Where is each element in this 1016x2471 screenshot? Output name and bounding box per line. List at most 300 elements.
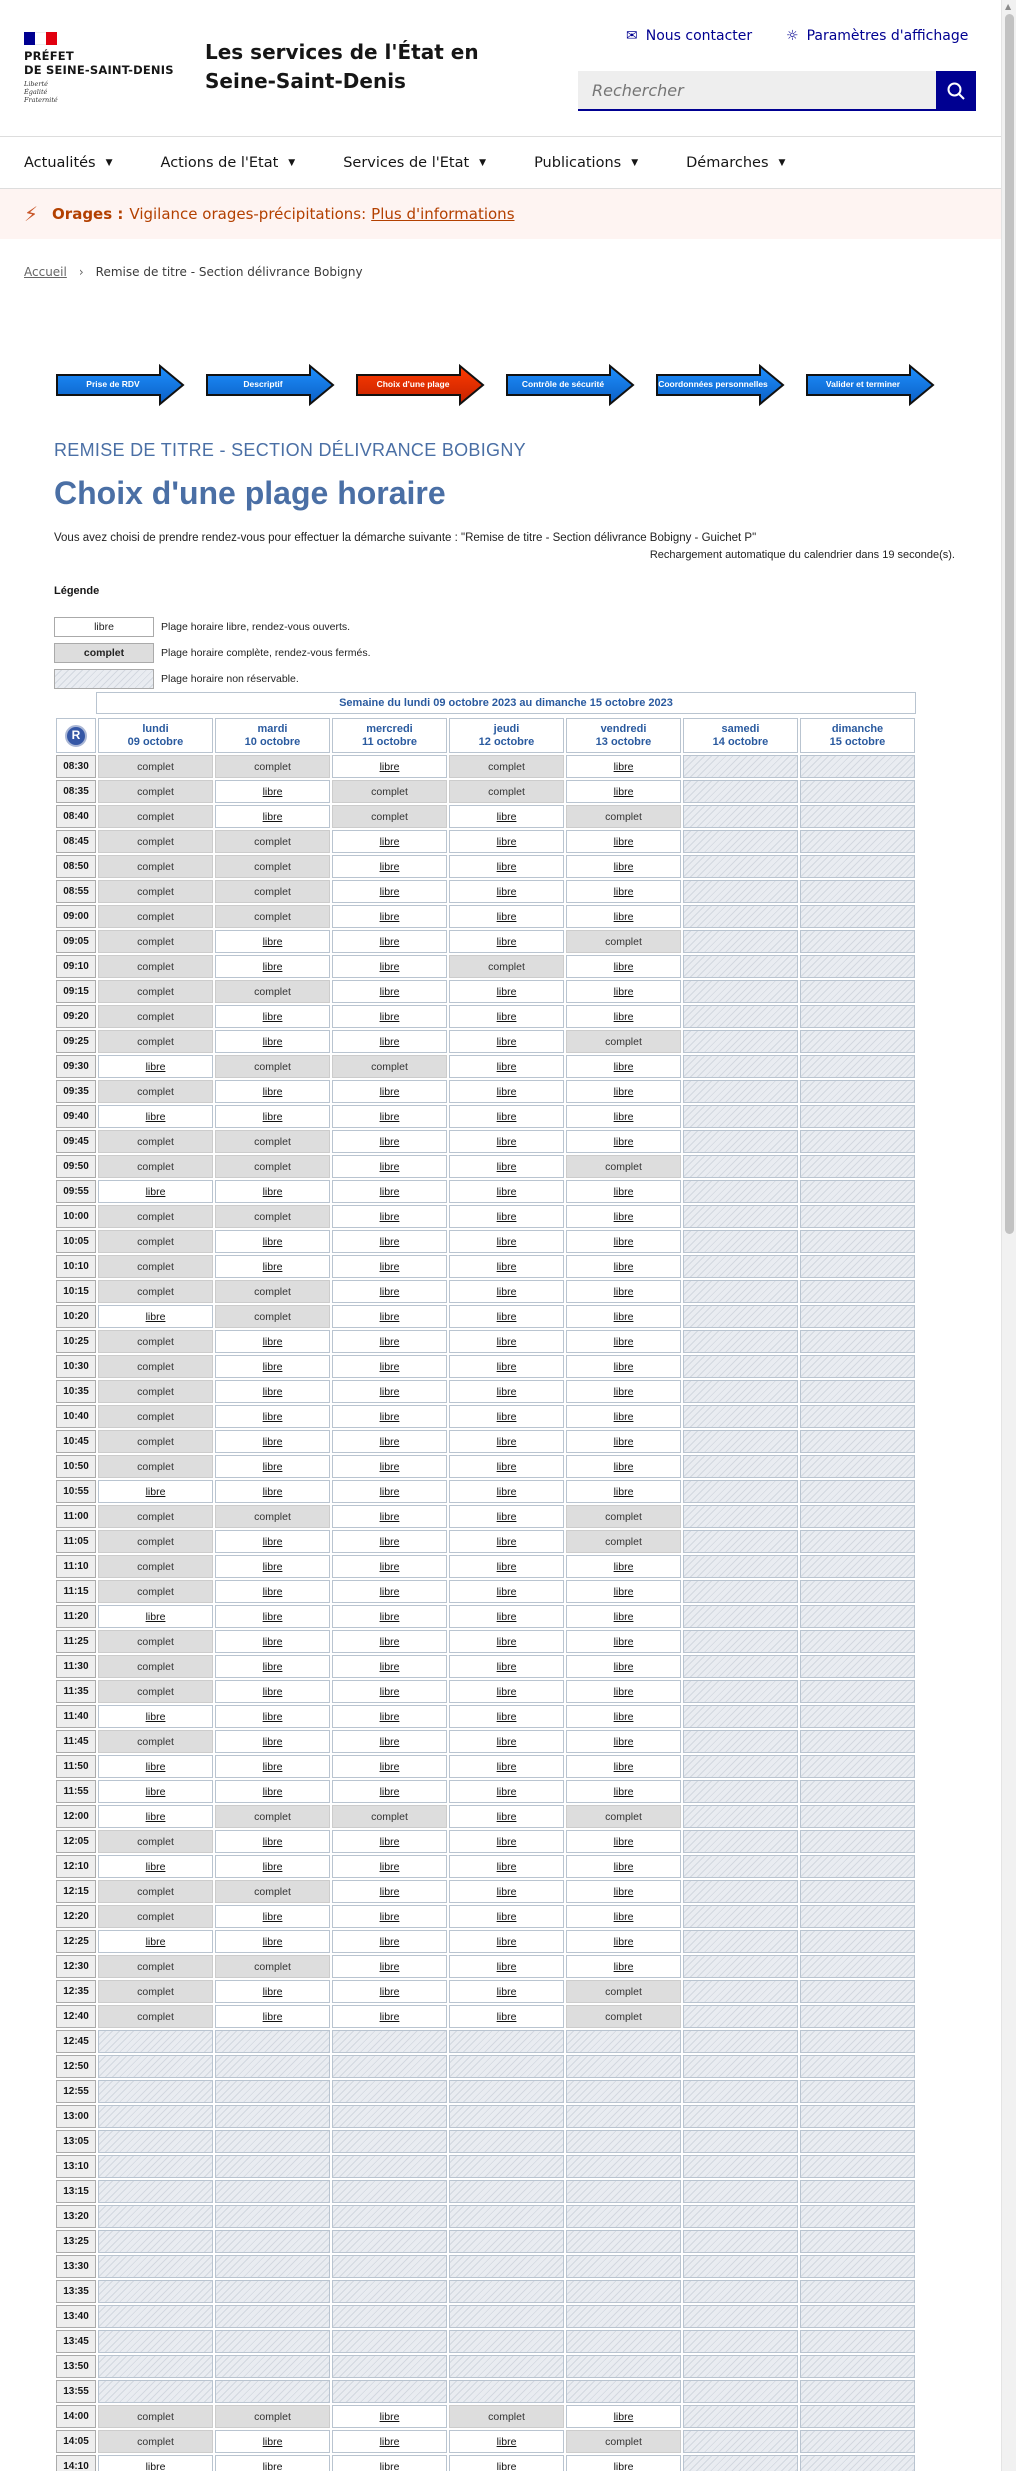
slot-link[interactable]: libre — [379, 1935, 400, 1948]
slot-free[interactable] — [566, 1430, 681, 1453]
slot-link[interactable]: libre — [262, 1460, 283, 1473]
slot-link[interactable]: libre — [613, 2410, 634, 2423]
slot-free[interactable] — [566, 1680, 681, 1703]
slot-link[interactable]: libre — [613, 1560, 634, 1573]
slot-free[interactable] — [215, 1430, 330, 1453]
slot-link[interactable]: libre — [613, 1185, 634, 1198]
slot-link[interactable]: libre — [496, 1710, 517, 1723]
slot-link[interactable]: libre — [379, 1560, 400, 1573]
slot-free[interactable] — [566, 1730, 681, 1753]
slot-free[interactable] — [215, 1555, 330, 1578]
slot-free[interactable] — [215, 1530, 330, 1553]
slot-link[interactable]: libre — [496, 885, 517, 898]
slot-link[interactable]: libre — [379, 910, 400, 923]
slot-link[interactable]: libre — [613, 1335, 634, 1348]
slot-free[interactable] — [449, 1530, 564, 1553]
slot-link[interactable]: libre — [496, 1235, 517, 1248]
slot-free[interactable] — [215, 1380, 330, 1403]
slot-link[interactable]: libre — [262, 1360, 283, 1373]
slot-link[interactable]: libre — [496, 1310, 517, 1323]
slot-link[interactable]: libre — [379, 1610, 400, 1623]
slot-free[interactable] — [449, 1405, 564, 1428]
slot-free[interactable] — [566, 2455, 681, 2471]
slot-link[interactable]: libre — [379, 1160, 400, 1173]
slot-link[interactable]: libre — [145, 1810, 166, 1823]
slot-free[interactable] — [215, 805, 330, 828]
slot-free[interactable] — [566, 755, 681, 778]
slot-free[interactable] — [566, 1930, 681, 1953]
slot-free[interactable] — [332, 1980, 447, 2003]
slot-link[interactable]: libre — [496, 1535, 517, 1548]
slot-free[interactable] — [449, 1305, 564, 1328]
slot-free[interactable] — [332, 2005, 447, 2028]
slot-free[interactable] — [449, 1855, 564, 1878]
slot-link[interactable]: libre — [613, 1435, 634, 1448]
slot-free[interactable] — [449, 855, 564, 878]
slot-free[interactable] — [566, 1905, 681, 1928]
slot-link[interactable]: libre — [496, 1010, 517, 1023]
slot-link[interactable]: libre — [262, 1710, 283, 1723]
prefet-logo[interactable] — [24, 32, 174, 104]
slot-free[interactable] — [332, 1905, 447, 1928]
scroll-up-icon[interactable]: ▲ — [1005, 2, 1012, 11]
slot-link[interactable]: libre — [379, 835, 400, 848]
slot-free[interactable] — [566, 1955, 681, 1978]
slot-free[interactable] — [449, 830, 564, 853]
slot-free[interactable] — [566, 1380, 681, 1403]
slot-link[interactable]: libre — [613, 1735, 634, 1748]
slot-link[interactable]: libre — [145, 1110, 166, 1123]
slot-link[interactable]: libre — [379, 2435, 400, 2448]
slot-free[interactable] — [449, 1005, 564, 1028]
slot-free[interactable] — [215, 1080, 330, 1103]
slot-free[interactable] — [449, 1030, 564, 1053]
slot-free[interactable] — [332, 1530, 447, 1553]
slot-link[interactable]: libre — [262, 1260, 283, 1273]
slot-free[interactable] — [566, 1180, 681, 1203]
slot-link[interactable]: libre — [613, 1885, 634, 1898]
slot-free[interactable] — [449, 1255, 564, 1278]
slot-free[interactable] — [566, 1230, 681, 1253]
contact-link[interactable] — [626, 28, 752, 44]
slot-link[interactable]: libre — [613, 1085, 634, 1098]
slot-free[interactable] — [566, 980, 681, 1003]
slot-link[interactable]: libre — [379, 1460, 400, 1473]
slot-link[interactable]: libre — [379, 1085, 400, 1098]
slot-free[interactable] — [566, 880, 681, 903]
slot-free[interactable] — [566, 1255, 681, 1278]
slot-free[interactable] — [566, 1880, 681, 1903]
slot-free[interactable] — [449, 1980, 564, 2003]
slot-free[interactable] — [98, 1180, 213, 1203]
slot-free[interactable] — [566, 905, 681, 928]
slot-free[interactable] — [332, 1430, 447, 1453]
nav-item-services[interactable] — [343, 155, 486, 171]
slot-link[interactable]: libre — [262, 1760, 283, 1773]
slot-free[interactable] — [332, 1480, 447, 1503]
slot-link[interactable]: libre — [379, 935, 400, 948]
slot-link[interactable]: libre — [379, 1410, 400, 1423]
slot-link[interactable]: libre — [379, 1335, 400, 1348]
slot-link[interactable]: libre — [496, 1160, 517, 1173]
slot-free[interactable] — [332, 1755, 447, 1778]
slot-free[interactable] — [332, 1280, 447, 1303]
slot-link[interactable]: libre — [262, 1660, 283, 1673]
slot-free[interactable] — [332, 1830, 447, 1853]
slot-free[interactable] — [449, 1880, 564, 1903]
slot-free[interactable] — [332, 1780, 447, 1803]
slot-link[interactable]: libre — [613, 1960, 634, 1973]
slot-link[interactable]: libre — [613, 1685, 634, 1698]
slot-free[interactable] — [98, 1780, 213, 1803]
slot-free[interactable] — [449, 1755, 564, 1778]
slot-free[interactable] — [332, 1555, 447, 1578]
slot-free[interactable] — [566, 1355, 681, 1378]
slot-link[interactable]: libre — [262, 1935, 283, 1948]
slot-free[interactable] — [332, 1155, 447, 1178]
slot-free[interactable] — [332, 1630, 447, 1653]
slot-free[interactable] — [449, 1455, 564, 1478]
slot-free[interactable] — [449, 1480, 564, 1503]
slot-free[interactable] — [449, 1655, 564, 1678]
slot-link[interactable]: libre — [613, 1785, 634, 1798]
slot-link[interactable]: libre — [496, 1135, 517, 1148]
slot-link[interactable]: libre — [379, 1435, 400, 1448]
slot-free[interactable] — [215, 1630, 330, 1653]
slot-link[interactable]: libre — [613, 960, 634, 973]
slot-link[interactable]: libre — [145, 1060, 166, 1073]
slot-link[interactable]: libre — [379, 1860, 400, 1873]
slot-link[interactable]: libre — [379, 1910, 400, 1923]
slot-link[interactable]: libre — [145, 1610, 166, 1623]
slot-link[interactable]: libre — [496, 1410, 517, 1423]
slot-free[interactable] — [566, 1705, 681, 1728]
slot-link[interactable]: libre — [613, 1210, 634, 1223]
slot-link[interactable]: libre — [496, 1385, 517, 1398]
slot-link[interactable]: libre — [496, 985, 517, 998]
slot-link[interactable]: libre — [262, 1235, 283, 1248]
slot-link[interactable]: libre — [613, 1310, 634, 1323]
slot-free[interactable] — [332, 2455, 447, 2471]
slot-link[interactable]: libre — [496, 2435, 517, 2448]
slot-link[interactable]: libre — [379, 2410, 400, 2423]
slot-free[interactable] — [98, 1105, 213, 1128]
slot-free[interactable] — [215, 1455, 330, 1478]
slot-link[interactable]: libre — [145, 1860, 166, 1873]
slot-link[interactable]: libre — [613, 1060, 634, 1073]
slot-free[interactable] — [215, 955, 330, 978]
slot-free[interactable] — [449, 2005, 564, 2028]
slot-free[interactable] — [449, 1555, 564, 1578]
slot-link[interactable]: libre — [496, 1060, 517, 1073]
slot-link[interactable]: libre — [262, 935, 283, 948]
slot-free[interactable] — [98, 1055, 213, 1078]
slot-link[interactable]: libre — [613, 1610, 634, 1623]
slot-free[interactable] — [215, 1405, 330, 1428]
slot-link[interactable]: libre — [613, 1260, 634, 1273]
slot-link[interactable]: libre — [496, 1335, 517, 1348]
slot-link[interactable]: libre — [379, 1485, 400, 1498]
slot-free[interactable] — [215, 1755, 330, 1778]
slot-free[interactable] — [566, 955, 681, 978]
slot-link[interactable]: libre — [496, 1585, 517, 1598]
slot-link[interactable]: libre — [262, 1335, 283, 1348]
slot-link[interactable]: libre — [262, 1910, 283, 1923]
slot-link[interactable]: libre — [145, 1760, 166, 1773]
slot-link[interactable]: libre — [496, 1785, 517, 1798]
slot-free[interactable] — [449, 1330, 564, 1353]
slot-link[interactable]: libre — [262, 1410, 283, 1423]
slot-link[interactable]: libre — [613, 1760, 634, 1773]
slot-free[interactable] — [215, 1930, 330, 1953]
slot-link[interactable]: libre — [262, 1585, 283, 1598]
slot-free[interactable] — [215, 1605, 330, 1628]
slot-link[interactable]: libre — [613, 1585, 634, 1598]
slot-free[interactable] — [449, 1380, 564, 1403]
slot-free[interactable] — [215, 1255, 330, 1278]
slot-link[interactable]: libre — [379, 960, 400, 973]
slot-link[interactable]: libre — [613, 910, 634, 923]
slot-free[interactable] — [566, 1305, 681, 1328]
slot-free[interactable] — [449, 1580, 564, 1603]
slot-free[interactable] — [332, 1405, 447, 1428]
slot-link[interactable]: libre — [262, 1610, 283, 1623]
slot-link[interactable]: libre — [379, 1835, 400, 1848]
slot-link[interactable]: libre — [145, 1935, 166, 1948]
slot-link[interactable]: libre — [145, 1185, 166, 1198]
slot-free[interactable] — [332, 1455, 447, 1478]
slot-link[interactable]: libre — [496, 1035, 517, 1048]
slot-link[interactable]: libre — [496, 935, 517, 948]
slot-link[interactable]: libre — [262, 1485, 283, 1498]
slot-free[interactable] — [98, 2455, 213, 2471]
slot-link[interactable]: libre — [145, 1485, 166, 1498]
slot-link[interactable]: libre — [496, 1285, 517, 1298]
slot-free[interactable] — [449, 905, 564, 928]
slot-free[interactable] — [566, 1580, 681, 1603]
slot-link[interactable]: libre — [613, 860, 634, 873]
slot-free[interactable] — [449, 1780, 564, 1803]
slot-link[interactable]: libre — [262, 1535, 283, 1548]
scrollbar[interactable] — [1001, 0, 1016, 2471]
slot-link[interactable]: libre — [379, 1010, 400, 1023]
slot-free[interactable] — [449, 1205, 564, 1228]
slot-link[interactable]: libre — [496, 1610, 517, 1623]
slot-link[interactable]: libre — [379, 1110, 400, 1123]
slot-free[interactable] — [566, 1605, 681, 1628]
slot-link[interactable]: libre — [613, 1860, 634, 1873]
slot-free[interactable] — [566, 780, 681, 803]
slot-free[interactable] — [98, 1480, 213, 1503]
slot-free[interactable] — [332, 1255, 447, 1278]
slot-link[interactable]: libre — [496, 1760, 517, 1773]
slot-free[interactable] — [215, 1730, 330, 1753]
refresh-icon[interactable]: R — [65, 725, 87, 747]
nav-item-publications[interactable] — [534, 155, 638, 171]
slot-free[interactable] — [332, 1580, 447, 1603]
slot-free[interactable] — [215, 1980, 330, 2003]
slot-free[interactable] — [449, 1105, 564, 1128]
slot-free[interactable] — [566, 830, 681, 853]
slot-free[interactable] — [332, 1030, 447, 1053]
slot-free[interactable] — [449, 1905, 564, 1928]
slot-link[interactable]: libre — [496, 1560, 517, 1573]
slot-link[interactable]: libre — [379, 1135, 400, 1148]
slot-free[interactable] — [449, 930, 564, 953]
slot-link[interactable]: libre — [379, 1535, 400, 1548]
slot-link[interactable]: libre — [613, 1660, 634, 1673]
slot-free[interactable] — [332, 1680, 447, 1703]
slot-free[interactable] — [332, 1180, 447, 1203]
slot-free[interactable] — [332, 1855, 447, 1878]
slot-link[interactable]: libre — [379, 1760, 400, 1773]
slot-link[interactable]: libre — [379, 2010, 400, 2023]
slot-link[interactable]: libre — [496, 1835, 517, 1848]
slot-free[interactable] — [332, 1205, 447, 1228]
slot-link[interactable]: libre — [496, 1860, 517, 1873]
slot-free[interactable] — [98, 1305, 213, 1328]
slot-free[interactable] — [566, 1205, 681, 1228]
slot-free[interactable] — [449, 1955, 564, 1978]
slot-free[interactable] — [215, 1655, 330, 1678]
slot-free[interactable] — [449, 1230, 564, 1253]
slot-link[interactable]: libre — [262, 785, 283, 798]
slot-free[interactable] — [215, 1480, 330, 1503]
slot-free[interactable] — [449, 2455, 564, 2471]
slot-free[interactable] — [215, 1830, 330, 1853]
slot-free[interactable] — [215, 1105, 330, 1128]
slot-free[interactable] — [332, 1380, 447, 1403]
slot-free[interactable] — [449, 1180, 564, 1203]
search-button[interactable] — [936, 71, 976, 111]
slot-free[interactable] — [332, 1305, 447, 1328]
slot-free[interactable] — [215, 1780, 330, 1803]
slot-free[interactable] — [215, 2455, 330, 2471]
nav-item-actions[interactable] — [161, 155, 296, 171]
slot-free[interactable] — [449, 1505, 564, 1528]
slot-link[interactable]: libre — [379, 1585, 400, 1598]
slot-free[interactable] — [566, 1830, 681, 1853]
slot-free[interactable] — [566, 1005, 681, 1028]
slot-link[interactable]: libre — [496, 1110, 517, 1123]
slot-free[interactable] — [449, 1730, 564, 1753]
slot-link[interactable]: libre — [379, 1385, 400, 1398]
slot-link[interactable]: libre — [496, 810, 517, 823]
slot-link[interactable]: libre — [379, 1885, 400, 1898]
slot-link[interactable]: libre — [496, 1885, 517, 1898]
slot-link[interactable]: libre — [379, 2460, 400, 2471]
slot-link[interactable]: libre — [379, 1960, 400, 1973]
slot-link[interactable]: libre — [379, 1285, 400, 1298]
slot-link[interactable]: libre — [613, 1110, 634, 1123]
slot-free[interactable] — [566, 1330, 681, 1353]
slot-free[interactable] — [332, 1880, 447, 1903]
slot-link[interactable]: libre — [262, 1860, 283, 1873]
slot-free[interactable] — [332, 1230, 447, 1253]
slot-link[interactable]: libre — [613, 1485, 634, 1498]
slot-free[interactable] — [332, 1330, 447, 1353]
slot-link[interactable]: libre — [496, 1810, 517, 1823]
slot-link[interactable]: libre — [262, 1035, 283, 1048]
slot-free[interactable] — [98, 1705, 213, 1728]
slot-free[interactable] — [332, 830, 447, 853]
display-settings-button[interactable] — [786, 28, 968, 44]
slot-link[interactable]: libre — [496, 1910, 517, 1923]
slot-free[interactable] — [566, 1555, 681, 1578]
slot-link[interactable]: libre — [613, 785, 634, 798]
slot-link[interactable]: libre — [262, 1685, 283, 1698]
slot-link[interactable]: libre — [145, 1710, 166, 1723]
slot-free[interactable] — [215, 1355, 330, 1378]
slot-free[interactable] — [98, 1605, 213, 1628]
slot-free[interactable] — [332, 955, 447, 978]
slot-free[interactable] — [215, 1005, 330, 1028]
slot-link[interactable]: libre — [496, 1960, 517, 1973]
slot-link[interactable]: libre — [262, 1835, 283, 1848]
slot-free[interactable] — [566, 1105, 681, 1128]
slot-link[interactable]: libre — [613, 1285, 634, 1298]
slot-link[interactable]: libre — [613, 1635, 634, 1648]
slot-free[interactable] — [332, 1505, 447, 1528]
slot-link[interactable]: libre — [262, 1010, 283, 1023]
slot-link[interactable]: libre — [379, 1510, 400, 1523]
slot-link[interactable]: libre — [379, 1210, 400, 1223]
slot-link[interactable]: libre — [496, 1635, 517, 1648]
slot-free[interactable] — [566, 855, 681, 878]
slot-link[interactable]: libre — [379, 1235, 400, 1248]
slot-link[interactable]: libre — [496, 1260, 517, 1273]
slot-free[interactable] — [215, 1680, 330, 1703]
slot-link[interactable]: libre — [262, 1085, 283, 1098]
slot-free[interactable] — [449, 1630, 564, 1653]
slot-link[interactable]: libre — [496, 1510, 517, 1523]
slot-link[interactable]: libre — [262, 2460, 283, 2471]
slot-link[interactable]: libre — [496, 1735, 517, 1748]
slot-free[interactable] — [332, 2405, 447, 2428]
slot-free[interactable] — [332, 1005, 447, 1028]
slot-free[interactable] — [566, 1130, 681, 1153]
slot-link[interactable]: libre — [145, 1785, 166, 1798]
slot-free[interactable] — [449, 880, 564, 903]
slot-free[interactable] — [215, 1705, 330, 1728]
slot-link[interactable]: libre — [379, 1360, 400, 1373]
slot-link[interactable]: libre — [379, 1310, 400, 1323]
slot-free[interactable] — [332, 880, 447, 903]
slot-free[interactable] — [566, 1755, 681, 1778]
slot-free[interactable] — [215, 1180, 330, 1203]
slot-free[interactable] — [566, 1655, 681, 1678]
slot-link[interactable]: libre — [379, 760, 400, 773]
slot-link[interactable]: libre — [262, 1435, 283, 1448]
slot-link[interactable]: libre — [496, 2010, 517, 2023]
slot-free[interactable] — [332, 755, 447, 778]
slot-free[interactable] — [332, 1105, 447, 1128]
slot-link[interactable]: libre — [496, 1660, 517, 1673]
slot-free[interactable] — [215, 2005, 330, 2028]
slot-link[interactable]: libre — [379, 1185, 400, 1198]
slot-link[interactable]: libre — [496, 1085, 517, 1098]
slot-free[interactable] — [449, 980, 564, 1003]
slot-link[interactable]: libre — [145, 2460, 166, 2471]
slot-link[interactable]: libre — [379, 1685, 400, 1698]
slot-free[interactable] — [332, 1130, 447, 1153]
slot-link[interactable]: libre — [496, 1685, 517, 1698]
slot-link[interactable]: libre — [613, 1910, 634, 1923]
slot-free[interactable] — [332, 2430, 447, 2453]
slot-link[interactable]: libre — [262, 1785, 283, 1798]
slot-free[interactable] — [215, 2430, 330, 2453]
site-title[interactable]: Les services de l'État en Seine-Saint-Denis — [205, 40, 479, 93]
